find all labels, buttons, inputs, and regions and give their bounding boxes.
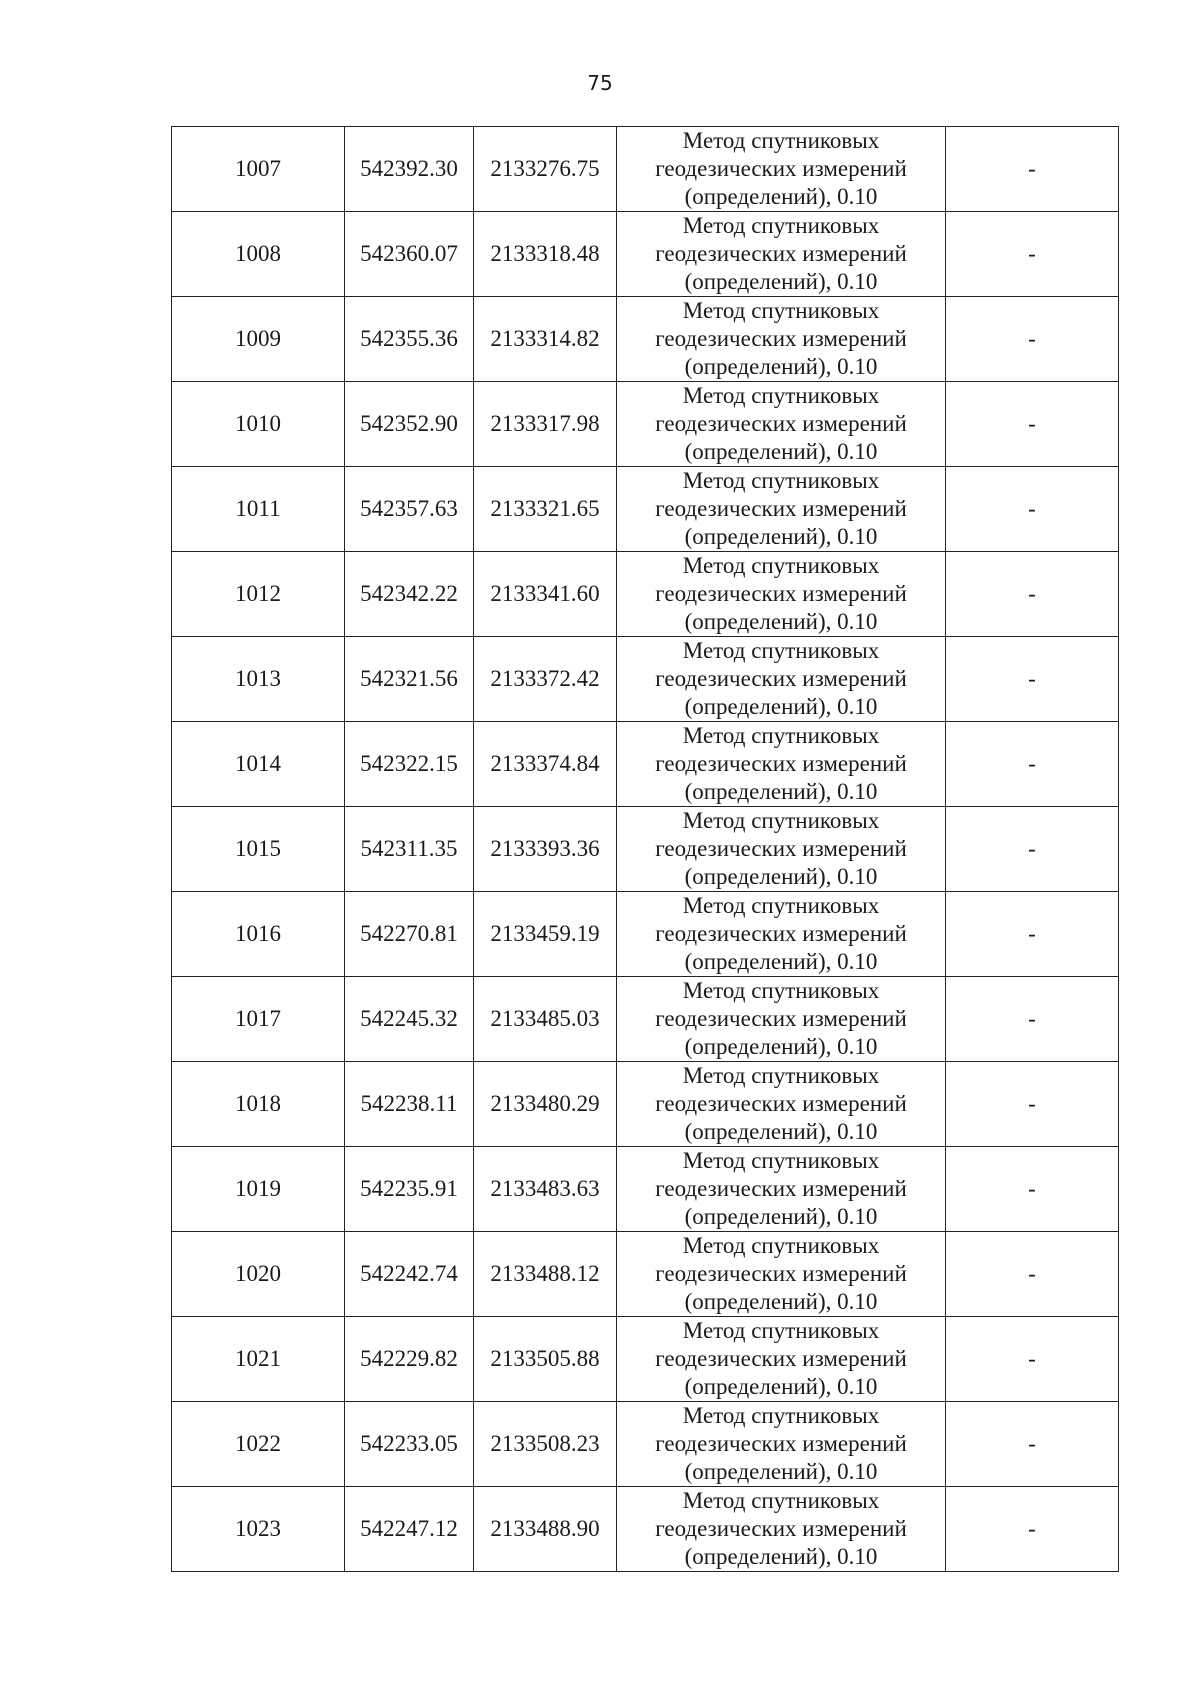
- point-number-cell: 1016: [172, 892, 345, 977]
- x-coordinate-cell: 542233.05: [345, 1402, 474, 1487]
- y-coordinate-cell: 2133508.23: [474, 1402, 617, 1487]
- y-coordinate-cell: 2133488.12: [474, 1232, 617, 1317]
- y-coordinate-cell: 2133505.88: [474, 1317, 617, 1402]
- table-row: [172, 1147, 1119, 1232]
- method-line: геодезических измерений: [655, 1006, 907, 1031]
- description-cell: -: [946, 892, 1119, 977]
- method-line: геодезических измерений: [655, 1176, 907, 1201]
- x-coordinate-cell: 542235.91: [345, 1147, 474, 1232]
- method-line: (определений), 0.10: [684, 609, 878, 634]
- description-cell: -: [946, 977, 1119, 1062]
- y-coordinate-cell: 2133459.19: [474, 892, 617, 977]
- method-line: (определений), 0.10: [684, 1034, 878, 1059]
- point-number-cell: 1014: [172, 722, 345, 807]
- description-cell: -: [946, 1402, 1119, 1487]
- method-line: (определений), 0.10: [684, 864, 878, 889]
- method-cell: [617, 382, 946, 467]
- y-coordinate-cell: 2133374.84: [474, 722, 617, 807]
- description-cell: -: [946, 1232, 1119, 1317]
- point-number-cell: 1013: [172, 637, 345, 722]
- method-line: (определений), 0.10: [684, 949, 878, 974]
- table-row: [172, 977, 1119, 1062]
- method-cell: [617, 807, 946, 892]
- method-line: Метод спутниковых: [682, 1063, 880, 1088]
- table-row: [172, 892, 1119, 977]
- method-line: Метод спутниковых: [682, 638, 880, 663]
- x-coordinate-cell: 542245.32: [345, 977, 474, 1062]
- method-line: (определений), 0.10: [684, 694, 878, 719]
- x-coordinate-cell: 542360.07: [345, 212, 474, 297]
- table-row: [172, 1062, 1119, 1147]
- point-number-cell: 1012: [172, 552, 345, 637]
- method-line: геодезических измерений: [655, 836, 907, 861]
- method-line: геодезических измерений: [655, 751, 907, 776]
- point-number-cell: 1023: [172, 1487, 345, 1572]
- method-line: (определений), 0.10: [684, 1119, 878, 1144]
- method-line: Метод спутниковых: [682, 468, 880, 493]
- x-coordinate-cell: 542229.82: [345, 1317, 474, 1402]
- method-cell: [617, 552, 946, 637]
- method-line: Метод спутниковых: [682, 298, 880, 323]
- method-line: Метод спутниковых: [682, 1233, 880, 1258]
- y-coordinate-cell: 2133485.03: [474, 977, 617, 1062]
- method-line: Метод спутниковых: [682, 1403, 880, 1428]
- method-line: геодезических измерений: [655, 156, 907, 181]
- x-coordinate-cell: 542322.15: [345, 722, 474, 807]
- table-row: [172, 722, 1119, 807]
- table-row: [172, 1317, 1119, 1402]
- description-cell: -: [946, 552, 1119, 637]
- y-coordinate-cell: 2133314.82: [474, 297, 617, 382]
- method-line: геодезических измерений: [655, 921, 907, 946]
- table-row: [172, 467, 1119, 552]
- description-cell: -: [946, 1147, 1119, 1232]
- point-number-cell: 1018: [172, 1062, 345, 1147]
- description-cell: -: [946, 467, 1119, 552]
- y-coordinate-cell: 2133276.75: [474, 127, 617, 212]
- table-body: [172, 127, 1119, 1572]
- y-coordinate-cell: 2133321.65: [474, 467, 617, 552]
- method-line: геодезических измерений: [655, 411, 907, 436]
- method-line: (определений), 0.10: [684, 354, 878, 379]
- method-cell: [617, 127, 946, 212]
- description-cell: -: [946, 297, 1119, 382]
- table-row: [172, 637, 1119, 722]
- method-line: Метод спутниковых: [682, 383, 880, 408]
- point-number-cell: 1009: [172, 297, 345, 382]
- x-coordinate-cell: 542321.56: [345, 637, 474, 722]
- point-number-cell: 1019: [172, 1147, 345, 1232]
- point-number-cell: 1020: [172, 1232, 345, 1317]
- x-coordinate-cell: 542357.63: [345, 467, 474, 552]
- method-line: геодезических измерений: [655, 326, 907, 351]
- x-coordinate-cell: 542311.35: [345, 807, 474, 892]
- method-line: (определений), 0.10: [684, 184, 878, 209]
- method-line: (определений), 0.10: [684, 524, 878, 549]
- method-cell: [617, 1402, 946, 1487]
- page-number: 75: [587, 71, 613, 95]
- method-cell: [617, 467, 946, 552]
- method-cell: [617, 212, 946, 297]
- x-coordinate-cell: 542355.36: [345, 297, 474, 382]
- method-line: геодезических измерений: [655, 666, 907, 691]
- description-cell: -: [946, 637, 1119, 722]
- x-coordinate-cell: 542342.22: [345, 552, 474, 637]
- method-cell: [617, 1062, 946, 1147]
- y-coordinate-cell: 2133372.42: [474, 637, 617, 722]
- x-coordinate-cell: 542392.30: [345, 127, 474, 212]
- description-cell: -: [946, 1062, 1119, 1147]
- method-line: Метод спутниковых: [682, 1488, 880, 1513]
- point-number-cell: 1010: [172, 382, 345, 467]
- method-line: геодезических измерений: [655, 1431, 907, 1456]
- point-number-cell: 1011: [172, 467, 345, 552]
- method-line: Метод спутниковых: [682, 553, 880, 578]
- method-cell: [617, 637, 946, 722]
- description-cell: -: [946, 722, 1119, 807]
- method-line: (определений), 0.10: [684, 1204, 878, 1229]
- y-coordinate-cell: 2133488.90: [474, 1487, 617, 1572]
- y-coordinate-cell: 2133341.60: [474, 552, 617, 637]
- method-line: (определений), 0.10: [684, 1544, 878, 1569]
- method-line: Метод спутниковых: [682, 893, 880, 918]
- method-line: геодезических измерений: [655, 1261, 907, 1286]
- description-cell: -: [946, 1317, 1119, 1402]
- y-coordinate-cell: 2133480.29: [474, 1062, 617, 1147]
- method-line: геодезических измерений: [655, 496, 907, 521]
- method-line: геодезических измерений: [655, 1091, 907, 1116]
- method-line: (определений), 0.10: [684, 1374, 878, 1399]
- x-coordinate-cell: 542238.11: [345, 1062, 474, 1147]
- method-line: геодезических измерений: [655, 241, 907, 266]
- point-number-cell: 1022: [172, 1402, 345, 1487]
- method-line: геодезических измерений: [655, 581, 907, 606]
- point-number-cell: 1017: [172, 977, 345, 1062]
- description-cell: -: [946, 127, 1119, 212]
- point-number-cell: 1008: [172, 212, 345, 297]
- method-line: Метод спутниковых: [682, 128, 880, 153]
- description-cell: -: [946, 1487, 1119, 1572]
- method-line: Метод спутниковых: [682, 213, 880, 238]
- method-line: (определений), 0.10: [684, 779, 878, 804]
- table-row: [172, 212, 1119, 297]
- x-coordinate-cell: 542242.74: [345, 1232, 474, 1317]
- table-row: [172, 1402, 1119, 1487]
- method-line: Метод спутниковых: [682, 723, 880, 748]
- y-coordinate-cell: 2133393.36: [474, 807, 617, 892]
- table-row: [172, 552, 1119, 637]
- y-coordinate-cell: 2133318.48: [474, 212, 617, 297]
- x-coordinate-cell: 542270.81: [345, 892, 474, 977]
- description-cell: -: [946, 382, 1119, 467]
- method-cell: [617, 892, 946, 977]
- description-cell: -: [946, 807, 1119, 892]
- method-cell: [617, 977, 946, 1062]
- table-row: [172, 297, 1119, 382]
- method-line: геодезических измерений: [655, 1346, 907, 1371]
- method-line: (определений), 0.10: [684, 439, 878, 464]
- x-coordinate-cell: 542352.90: [345, 382, 474, 467]
- method-line: (определений), 0.10: [684, 1459, 878, 1484]
- method-line: (определений), 0.10: [684, 269, 878, 294]
- method-line: (определений), 0.10: [684, 1289, 878, 1314]
- method-cell: [617, 722, 946, 807]
- point-number-cell: 1021: [172, 1317, 345, 1402]
- method-line: геодезических измерений: [655, 1516, 907, 1541]
- method-cell: [617, 1147, 946, 1232]
- table-row: [172, 127, 1119, 212]
- point-number-cell: 1015: [172, 807, 345, 892]
- method-cell: [617, 1232, 946, 1317]
- method-line: Метод спутниковых: [682, 978, 880, 1003]
- x-coordinate-cell: 542247.12: [345, 1487, 474, 1572]
- method-cell: [617, 297, 946, 382]
- y-coordinate-cell: 2133483.63: [474, 1147, 617, 1232]
- y-coordinate-cell: 2133317.98: [474, 382, 617, 467]
- method-line: Метод спутниковых: [682, 1148, 880, 1173]
- method-cell: [617, 1487, 946, 1572]
- point-number-cell: 1007: [172, 127, 345, 212]
- table-row: [172, 1487, 1119, 1572]
- table-row: [172, 807, 1119, 892]
- method-line: Метод спутниковых: [682, 1318, 880, 1343]
- description-cell: -: [946, 212, 1119, 297]
- method-cell: [617, 1317, 946, 1402]
- table-row: [172, 1232, 1119, 1317]
- table-row: [172, 382, 1119, 467]
- coordinates-table: [171, 126, 1119, 1572]
- method-line: Метод спутниковых: [682, 808, 880, 833]
